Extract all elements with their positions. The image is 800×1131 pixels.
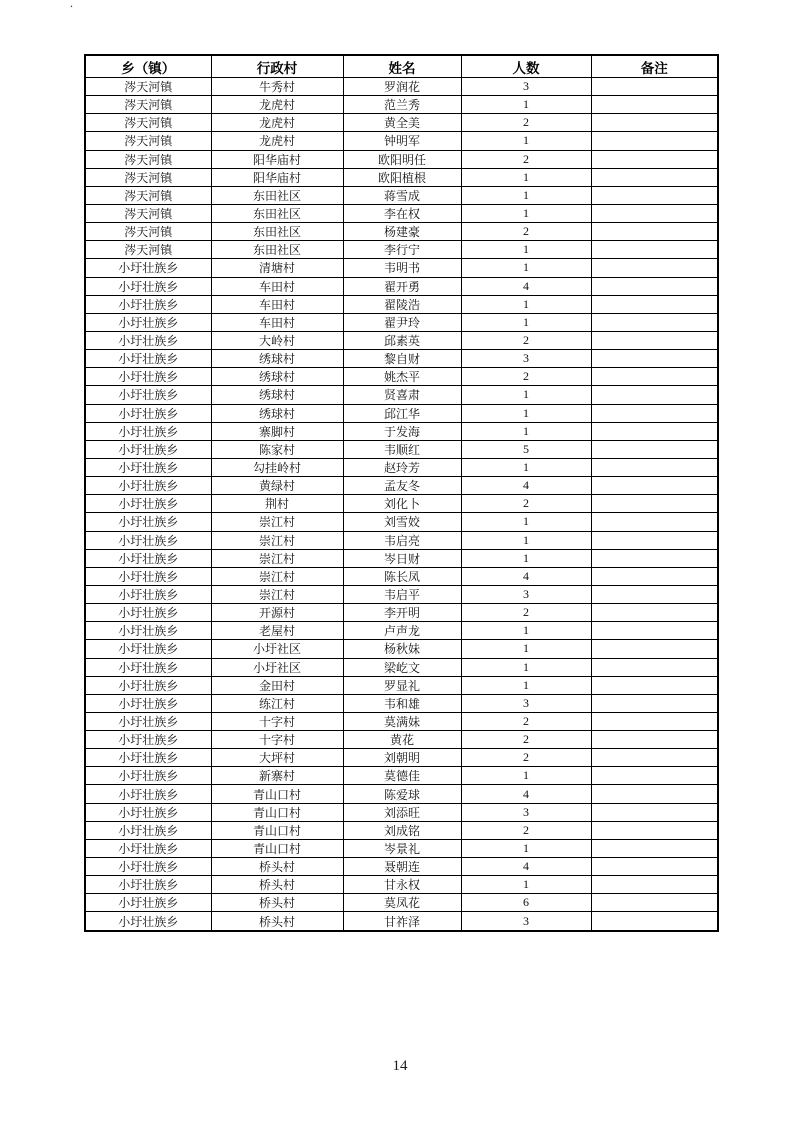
cell-town: 涔天河镇 [85,132,211,150]
table-body [85,78,718,931]
cell-count: 5 [461,440,591,458]
cell-name: 姚杰平 [343,368,461,386]
cell-name: 邱素英 [343,331,461,349]
cell-village: 车田村 [211,313,343,331]
table-row [85,531,718,549]
cell-name: 陈长凤 [343,567,461,585]
cell-note [591,821,718,839]
cell-count: 6 [461,894,591,912]
cell-note [591,386,718,404]
cell-village: 阳华庙村 [211,150,343,168]
cell-town: 小圩壮族乡 [85,894,211,912]
cell-note [591,549,718,567]
cell-note [591,495,718,513]
cell-count: 3 [461,350,591,368]
cell-note [591,767,718,785]
table-row [85,495,718,513]
cell-town: 小圩壮族乡 [85,313,211,331]
cell-town: 小圩壮族乡 [85,458,211,476]
cell-village: 崇江村 [211,567,343,585]
cell-name: 梁屹文 [343,658,461,676]
cell-count: 2 [461,368,591,386]
cell-town: 小圩壮族乡 [85,386,211,404]
header-cell-count: 人数 [461,55,591,78]
cell-name: 韦明书 [343,259,461,277]
table-row [85,785,718,803]
cell-note [591,204,718,222]
cell-town: 涔天河镇 [85,150,211,168]
table-row [85,78,718,96]
cell-town: 涔天河镇 [85,78,211,96]
cell-town: 小圩壮族乡 [85,858,211,876]
cell-name: 韦启亮 [343,531,461,549]
cell-town: 小圩壮族乡 [85,839,211,857]
cell-name: 黄花 [343,731,461,749]
cell-name: 刘添旺 [343,803,461,821]
cell-count: 1 [461,96,591,114]
table-row [85,549,718,567]
cell-village: 开源村 [211,604,343,622]
cell-count: 1 [461,839,591,857]
cell-village: 勾挂岭村 [211,458,343,476]
cell-count: 4 [461,785,591,803]
cell-village: 桥头村 [211,858,343,876]
cell-town: 小圩壮族乡 [85,368,211,386]
cell-name: 欧阳明任 [343,150,461,168]
cell-village: 十字村 [211,731,343,749]
cell-count: 2 [461,821,591,839]
cell-name: 翟尹玲 [343,313,461,331]
table-row [85,477,718,495]
cell-count: 1 [461,313,591,331]
cell-name: 莫德佳 [343,767,461,785]
cell-name: 翟开勇 [343,277,461,295]
cell-name: 邱江华 [343,404,461,422]
cell-count: 1 [461,204,591,222]
cell-name: 李在权 [343,204,461,222]
cell-town: 小圩壮族乡 [85,440,211,458]
cell-count: 1 [461,386,591,404]
cell-note [591,640,718,658]
table-row [85,567,718,585]
cell-name: 罗显礼 [343,676,461,694]
table-row [85,204,718,222]
cell-note [591,422,718,440]
cell-name: 蒋雪成 [343,186,461,204]
table-row [85,767,718,785]
cell-village: 车田村 [211,277,343,295]
cell-count: 2 [461,712,591,730]
cell-name: 欧阳植根 [343,168,461,186]
cell-count: 2 [461,114,591,132]
cell-name: 李开明 [343,604,461,622]
cell-village: 桥头村 [211,894,343,912]
cell-count: 1 [461,658,591,676]
cell-count: 4 [461,277,591,295]
table-row [85,132,718,150]
cell-village: 练江村 [211,694,343,712]
cell-name: 莫满妹 [343,712,461,730]
cell-village: 崇江村 [211,549,343,567]
cell-name: 聂朝连 [343,858,461,876]
cell-town: 小圩壮族乡 [85,658,211,676]
cell-name: 罗润花 [343,78,461,96]
cell-village: 绣球村 [211,404,343,422]
cell-town: 小圩壮族乡 [85,549,211,567]
table-row [85,912,718,931]
cell-village: 东田社区 [211,241,343,259]
cell-name: 翟陵浩 [343,295,461,313]
cell-note [591,186,718,204]
cell-note [591,404,718,422]
cell-note [591,78,718,96]
cell-count: 1 [461,640,591,658]
cell-note [591,785,718,803]
cell-town: 小圩壮族乡 [85,803,211,821]
cell-village: 青山口村 [211,803,343,821]
cell-note [591,114,718,132]
cell-note [591,894,718,912]
table-row [85,404,718,422]
cell-note [591,277,718,295]
cell-count: 1 [461,767,591,785]
cell-count: 1 [461,676,591,694]
cell-town: 小圩壮族乡 [85,731,211,749]
cell-note [591,622,718,640]
cell-count: 3 [461,585,591,603]
table-row [85,458,718,476]
stray-dot: . [70,0,73,10]
cell-village: 大坪村 [211,749,343,767]
cell-town: 涔天河镇 [85,204,211,222]
table-row [85,368,718,386]
cell-town: 小圩壮族乡 [85,277,211,295]
cell-count: 2 [461,223,591,241]
cell-name: 卢声龙 [343,622,461,640]
cell-town: 小圩壮族乡 [85,531,211,549]
table-row [85,640,718,658]
cell-note [591,241,718,259]
table-row [85,839,718,857]
cell-name: 莫凤花 [343,894,461,912]
table-row [85,386,718,404]
cell-count: 1 [461,259,591,277]
table-row [85,658,718,676]
cell-name: 贤喜肃 [343,386,461,404]
cell-name: 范兰秀 [343,96,461,114]
cell-town: 小圩壮族乡 [85,513,211,531]
table-row [85,876,718,894]
cell-name: 刘化卜 [343,495,461,513]
cell-note [591,912,718,931]
table-row [85,96,718,114]
cell-note [591,513,718,531]
cell-name: 杨建豪 [343,223,461,241]
cell-town: 涔天河镇 [85,114,211,132]
cell-note [591,731,718,749]
cell-name: 于发海 [343,422,461,440]
cell-note [591,259,718,277]
cell-town: 小圩壮族乡 [85,604,211,622]
cell-count: 2 [461,731,591,749]
cell-count: 1 [461,876,591,894]
cell-note [591,876,718,894]
header-row [85,55,718,78]
table-row [85,585,718,603]
cell-town: 涔天河镇 [85,168,211,186]
table-row [85,694,718,712]
table-row [85,150,718,168]
cell-note [591,749,718,767]
cell-town: 小圩壮族乡 [85,912,211,931]
cell-town: 小圩壮族乡 [85,876,211,894]
table-row [85,604,718,622]
cell-village: 荆村 [211,495,343,513]
cell-note [591,567,718,585]
table-row [85,731,718,749]
cell-name: 岑日财 [343,549,461,567]
cell-name: 甘永权 [343,876,461,894]
table-row [85,749,718,767]
cell-count: 1 [461,549,591,567]
table-row [85,259,718,277]
cell-note [591,477,718,495]
cell-town: 小圩壮族乡 [85,331,211,349]
table-row [85,241,718,259]
cell-note [591,712,718,730]
roster-table [84,54,719,932]
cell-note [591,604,718,622]
table-row [85,440,718,458]
table-row [85,422,718,440]
cell-village: 清塘村 [211,259,343,277]
cell-village: 东田社区 [211,223,343,241]
cell-name: 岑景礼 [343,839,461,857]
cell-name: 韦顺红 [343,440,461,458]
cell-town: 小圩壮族乡 [85,640,211,658]
cell-note [591,350,718,368]
cell-town: 涔天河镇 [85,96,211,114]
cell-count: 2 [461,604,591,622]
cell-count: 3 [461,694,591,712]
cell-note [591,150,718,168]
table-row [85,712,718,730]
cell-note [591,658,718,676]
cell-note [591,440,718,458]
cell-village: 龙虎村 [211,114,343,132]
table-row [85,295,718,313]
cell-name: 刘雪姣 [343,513,461,531]
cell-name: 黎自财 [343,350,461,368]
cell-town: 小圩壮族乡 [85,477,211,495]
cell-name: 钟明军 [343,132,461,150]
cell-village: 龙虎村 [211,96,343,114]
cell-count: 2 [461,331,591,349]
cell-name: 李行宁 [343,241,461,259]
cell-note [591,223,718,241]
cell-town: 涔天河镇 [85,241,211,259]
cell-count: 1 [461,295,591,313]
cell-name: 孟友冬 [343,477,461,495]
cell-count: 4 [461,567,591,585]
page-number: 14 [392,1058,408,1074]
cell-village: 桥头村 [211,876,343,894]
cell-village: 牛秀村 [211,78,343,96]
cell-count: 1 [461,168,591,186]
cell-village: 陈家村 [211,440,343,458]
table-row [85,350,718,368]
cell-name: 赵玲芳 [343,458,461,476]
cell-count: 1 [461,404,591,422]
cell-village: 东田社区 [211,186,343,204]
table-row [85,313,718,331]
cell-town: 小圩壮族乡 [85,767,211,785]
cell-note [591,585,718,603]
cell-village: 阳华庙村 [211,168,343,186]
cell-name: 韦启平 [343,585,461,603]
cell-village: 龙虎村 [211,132,343,150]
cell-count: 1 [461,513,591,531]
cell-town: 小圩壮族乡 [85,295,211,313]
cell-town: 小圩壮族乡 [85,712,211,730]
header-cell-name: 姓名 [343,55,461,78]
cell-town: 小圩壮族乡 [85,785,211,803]
cell-town: 涔天河镇 [85,186,211,204]
table-row [85,186,718,204]
cell-count: 2 [461,150,591,168]
cell-note [591,458,718,476]
table-row [85,513,718,531]
cell-count: 2 [461,749,591,767]
cell-village: 青山口村 [211,839,343,857]
cell-count: 1 [461,132,591,150]
cell-village: 黄绿村 [211,477,343,495]
table-row [85,821,718,839]
cell-name: 韦和雄 [343,694,461,712]
table-row [85,676,718,694]
cell-name: 黄全美 [343,114,461,132]
table-row [85,223,718,241]
cell-village: 崇江村 [211,531,343,549]
cell-note [591,839,718,857]
cell-count: 4 [461,477,591,495]
cell-village: 新寨村 [211,767,343,785]
cell-town: 小圩壮族乡 [85,676,211,694]
cell-count: 3 [461,912,591,931]
cell-note [591,694,718,712]
cell-count: 1 [461,458,591,476]
table-row [85,168,718,186]
cell-count: 1 [461,531,591,549]
cell-village: 老屋村 [211,622,343,640]
cell-note [591,295,718,313]
header-cell-village: 行政村 [211,55,343,78]
cell-count: 1 [461,622,591,640]
table-row [85,858,718,876]
cell-count: 4 [461,858,591,876]
cell-village: 车田村 [211,295,343,313]
cell-town: 涔天河镇 [85,223,211,241]
cell-name: 刘朝明 [343,749,461,767]
cell-village: 绣球村 [211,368,343,386]
cell-count: 2 [461,495,591,513]
cell-count: 1 [461,241,591,259]
cell-note [591,96,718,114]
cell-count: 3 [461,803,591,821]
cell-note [591,858,718,876]
cell-village: 绣球村 [211,350,343,368]
cell-village: 崇江村 [211,513,343,531]
cell-note [591,331,718,349]
header-cell-note: 备注 [591,55,718,78]
cell-town: 小圩壮族乡 [85,567,211,585]
cell-town: 小圩壮族乡 [85,404,211,422]
cell-town: 小圩壮族乡 [85,585,211,603]
table-row [85,622,718,640]
table-row [85,894,718,912]
cell-town: 小圩壮族乡 [85,259,211,277]
cell-town: 小圩壮族乡 [85,422,211,440]
cell-note [591,676,718,694]
cell-town: 小圩壮族乡 [85,350,211,368]
cell-village: 小圩社区 [211,640,343,658]
header-cell-town: 乡（镇） [85,55,211,78]
cell-village: 青山口村 [211,785,343,803]
cell-name: 甘祚泽 [343,912,461,931]
cell-town: 小圩壮族乡 [85,694,211,712]
cell-town: 小圩壮族乡 [85,749,211,767]
cell-village: 东田社区 [211,204,343,222]
cell-town: 小圩壮族乡 [85,821,211,839]
cell-village: 大岭村 [211,331,343,349]
cell-note [591,531,718,549]
cell-count: 1 [461,186,591,204]
cell-name: 杨秋妹 [343,640,461,658]
cell-note [591,313,718,331]
cell-name: 刘成铭 [343,821,461,839]
cell-village: 崇江村 [211,585,343,603]
table-row [85,331,718,349]
cell-count: 1 [461,422,591,440]
cell-village: 金田村 [211,676,343,694]
cell-town: 小圩壮族乡 [85,495,211,513]
cell-note [591,168,718,186]
cell-count: 3 [461,78,591,96]
cell-village: 小圩社区 [211,658,343,676]
table-row [85,277,718,295]
cell-village: 桥头村 [211,912,343,931]
cell-note [591,132,718,150]
cell-name: 陈爱球 [343,785,461,803]
cell-town: 小圩壮族乡 [85,622,211,640]
cell-village: 十字村 [211,712,343,730]
cell-note [591,368,718,386]
table-row [85,803,718,821]
cell-village: 寨脚村 [211,422,343,440]
cell-village: 青山口村 [211,821,343,839]
table-row [85,114,718,132]
cell-village: 绣球村 [211,386,343,404]
cell-note [591,803,718,821]
